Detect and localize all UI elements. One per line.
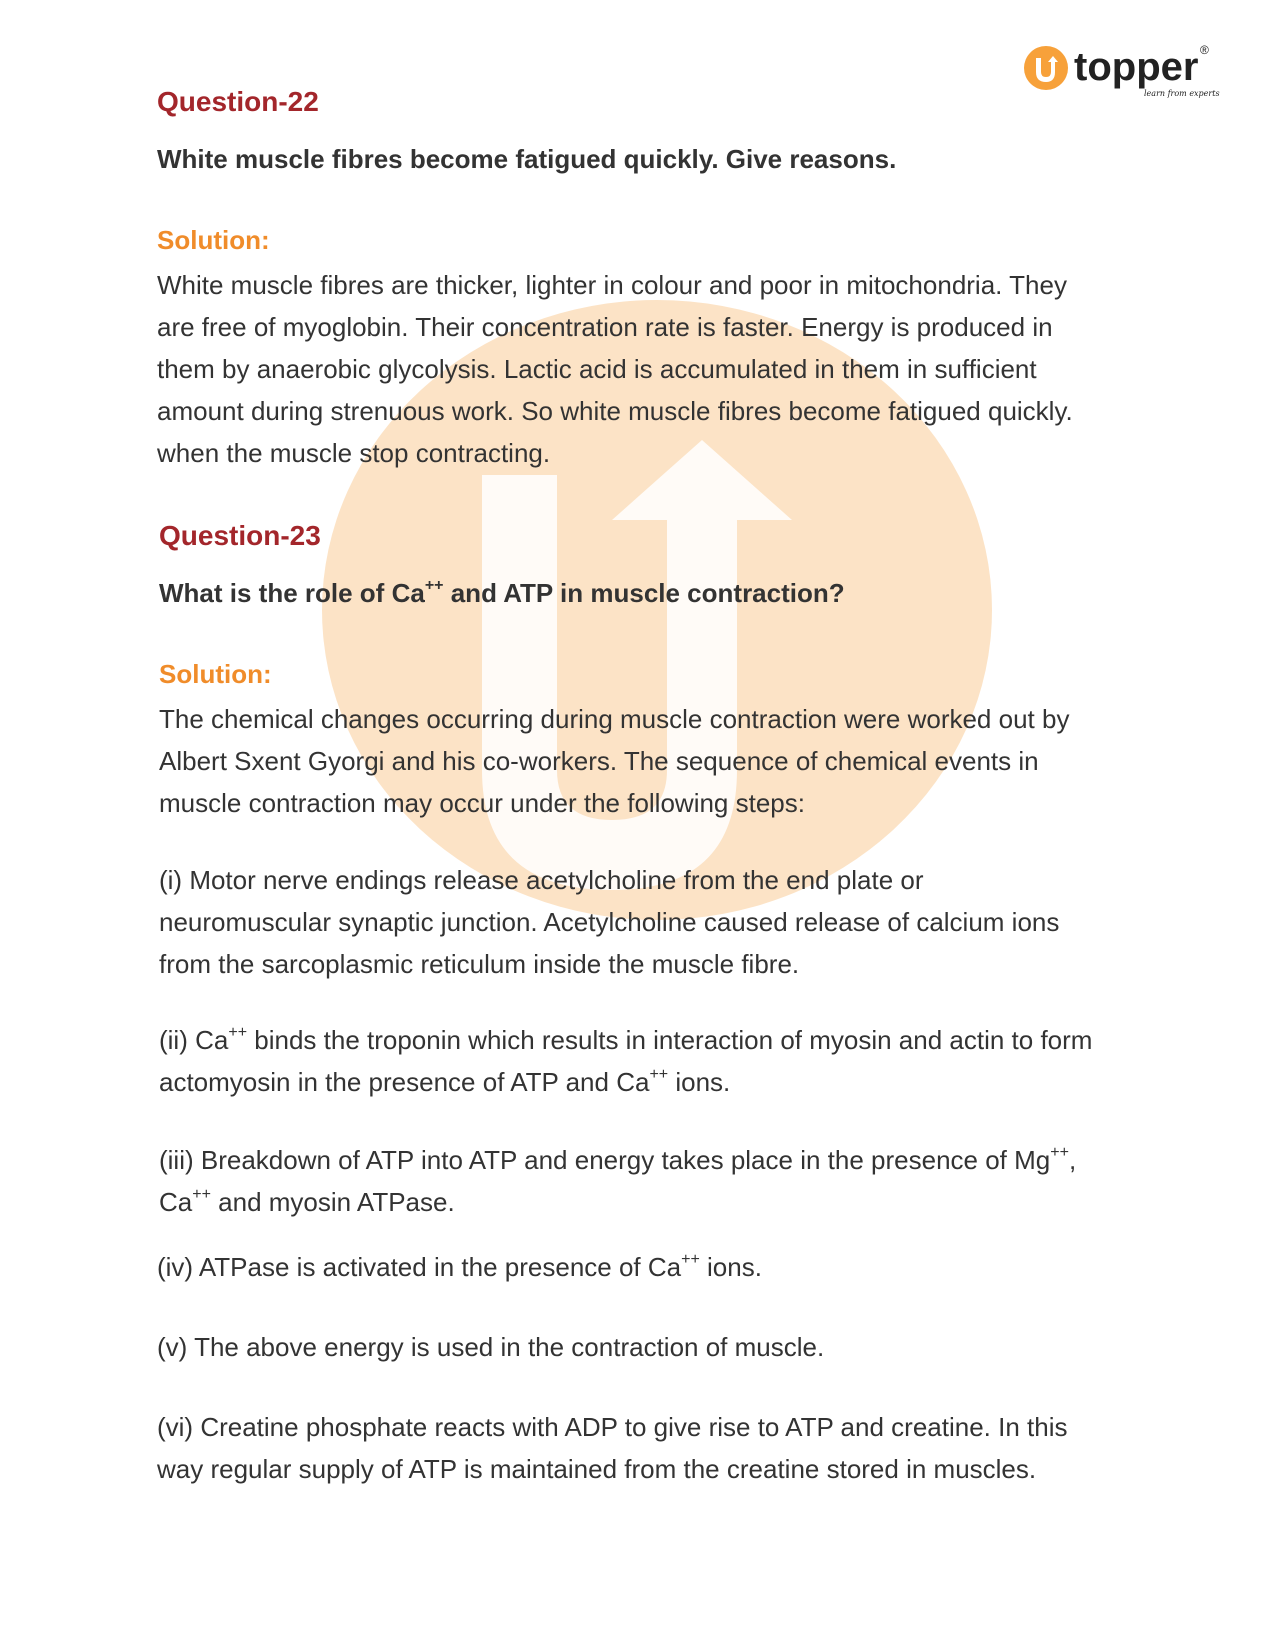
step-3: (iii) Breakdown of ATP into ATP and energy takes place in the presence of Mg++, Ca++ and myosin ATPase. xyxy=(159,1144,1077,1217)
step-2: (ii) Ca++ binds the troponin which results in interaction of myosin and actin to form actomyosin in the presence of ATP and Ca++ ions. xyxy=(159,1024,1093,1097)
question-22-title: Question-22 xyxy=(157,86,319,117)
solution-23-label: Solution: xyxy=(159,659,272,689)
topper-logo-icon xyxy=(1022,42,1222,102)
step-1: (i) Motor nerve endings release acetylcholine from the end plate or neuromuscular synaptic junction. Acetylcholine caused release of calcium ions from the sarcoplasmic reticulum inside the muscle fibre. xyxy=(159,865,1060,979)
question-22-text: White muscle fibres become fatigued quickly. Give reasons. xyxy=(157,144,897,174)
step-4: (iv) ATPase is activated in the presence of Ca++ ions. xyxy=(157,1251,762,1282)
question-23-title: Question-23 xyxy=(159,520,321,551)
step-6: (vi) Creatine phosphate reacts with ADP to give rise to ATP and creatine. In this way regular supply of ATP is maintained from the creatine stored in muscles. xyxy=(157,1412,1068,1484)
svg-text:®: ® xyxy=(1200,43,1209,57)
svg-text:topper: topper xyxy=(1074,45,1199,89)
question-23-text: What is the role of Ca++ and ATP in muscle contraction? xyxy=(159,577,845,608)
solution-22-label: Solution: xyxy=(157,225,270,255)
svg-text:learn from experts: learn from experts xyxy=(1144,89,1220,98)
step-5: (v) The above energy is used in the contraction of muscle. xyxy=(157,1332,825,1362)
solution-22-text: White muscle fibres are thicker, lighter in colour and poor in mitochondria. They are free of myoglobin. Their concentration rate is faster. Energy is produced in them by anaerobic glycolysis. Lactic acid is accumulated in them in sufficient amount during strenuous work. So white muscle fibres become fatigued quickly. when the muscle stop contracting. xyxy=(157,270,1073,468)
solution-23-intro: The chemical changes occurring during muscle contraction were worked out by Albert Sxent Gyorgi and his co-workers. The sequence of chemical events in muscle contraction may occur under the following steps: xyxy=(159,704,1070,818)
